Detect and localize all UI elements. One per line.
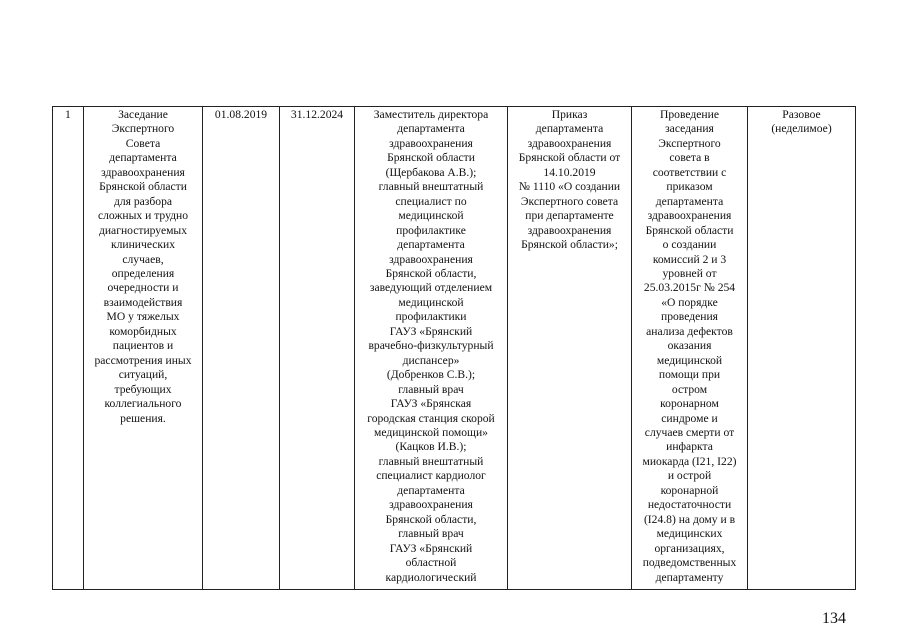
type-cell: Разовое (неделимое) [748, 107, 856, 590]
document-table [52, 106, 856, 590]
end-date-cell: 31.12.2024 [280, 107, 355, 590]
page-number: 134 [822, 610, 846, 627]
result-cell: Проведение заседания Экспертного совета в соответствии с приказом департамента здравоохранения Брянской области о создании комиссий 2 и 3 уровней от 25.03.2015г № 254 «О порядке проведения анализа дефектов оказания медицинской помощи при остром коронарном синдроме и случаев смерти от инфаркта миокарда (I21, I22) и острой коронарной недостаточности (I24.8) на дому и в медицинских организациях, подведомственных департаменту [632, 107, 748, 590]
responsible-cell: Заместитель директора департамента здравоохранения Брянской области (Щербакова А.В.); главный внештатный специалист по медицинской профилактике департамента здравоохранения Брянской области, заведующий отделением медицинской профилактики ГАУЗ «Брянский врачебно-физкультурный диспансер» (Добренков С.В.); главный врач ГАУЗ «Брянская городская станция скорой медицинской помощи» (Кацков И.В.); главный внештатный специалист кардиолог департамента здравоохранения Брянской области, главный врач ГАУЗ «Брянский областной кардиологический [355, 107, 508, 590]
row-number-cell: 1 [53, 107, 84, 590]
table-row [53, 107, 856, 590]
event-name-cell: Заседание Экспертного Совета департамента здравоохранения Брянской области для разбора сложных и трудно диагностируемых клинических случаев, определения очередности и взаимодействия МО у тяжелых коморбидных пациентов и рассмотрения иных ситуаций, требующих коллегиального решения. [84, 107, 203, 590]
document-cell: Приказ департамента здравоохранения Брянской области от 14.10.2019 № 1110 «О создании Экспертного совета при департаменте здравоохранения Брянской области»; [508, 107, 632, 590]
start-date-cell: 01.08.2019 [203, 107, 280, 590]
